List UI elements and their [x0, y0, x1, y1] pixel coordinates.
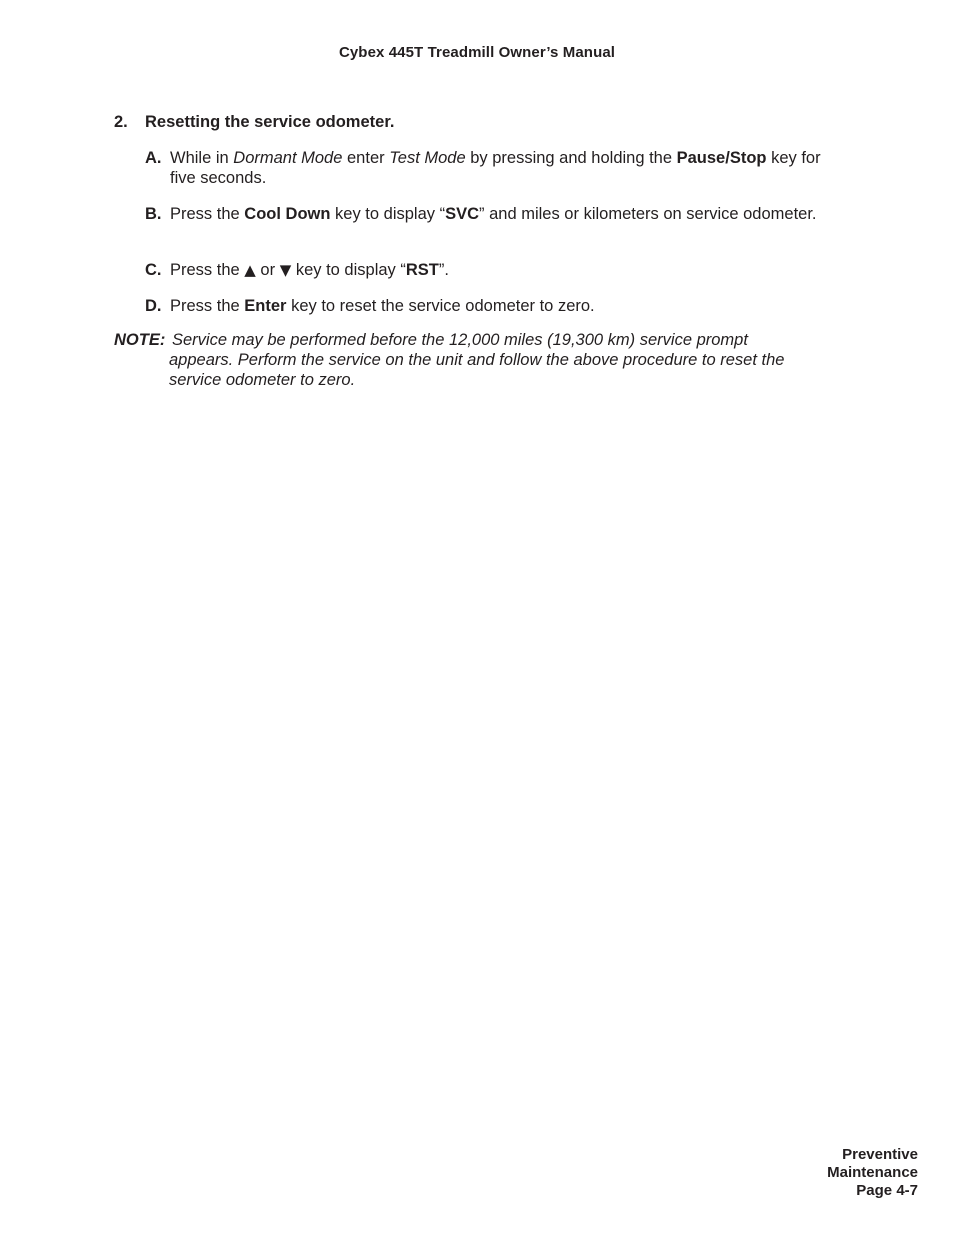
step-text-run: enter — [342, 149, 390, 167]
display-code: SVC — [445, 205, 480, 223]
step-text — [170, 260, 845, 280]
display-code: RST — [405, 261, 439, 279]
step-text — [170, 296, 845, 316]
step-letter: C. — [145, 261, 162, 279]
step-text-run: While in — [170, 149, 234, 167]
mode-term: Test Mode — [389, 149, 466, 167]
note-first-line: Service may be performed before the 12,000 miles (19,300 km) service prompt — [172, 331, 748, 349]
up-arrow-icon: ▲ — [244, 261, 256, 279]
key-name: Enter — [244, 297, 287, 315]
step-text — [170, 204, 845, 224]
step-letter: B. — [145, 205, 162, 223]
footer-page-number: Page 4-7 — [856, 1182, 918, 1199]
step-text-run: key to display “ — [291, 261, 406, 279]
step-text-run: ” and miles or kilometers on service odometer. — [479, 205, 817, 223]
down-arrow-icon: ▼ — [279, 261, 292, 279]
section-title: Resetting the service odometer. — [145, 113, 395, 131]
step-text-run: ”. — [438, 261, 449, 279]
step-c — [145, 260, 845, 280]
key-name: Pause/Stop — [676, 149, 767, 167]
step-text-run: or — [255, 261, 280, 279]
page-header-title: Cybex 445T Treadmill Owner’s Manual — [338, 44, 616, 61]
step-text-run: Press the — [170, 205, 245, 223]
mode-term: Dormant Mode — [233, 149, 343, 167]
key-name: Cool Down — [244, 205, 331, 223]
step-text-run: key for five seconds. — [170, 149, 821, 187]
step-text — [170, 148, 845, 188]
step-text-run: by pressing and holding the — [465, 149, 677, 167]
section-heading — [114, 113, 394, 132]
step-letter: A. — [145, 149, 162, 167]
step-text-run: key to reset the service odometer to zero. — [286, 297, 595, 315]
step-letter: D. — [145, 297, 162, 315]
step-text-run: Press the — [170, 297, 245, 315]
step-a — [145, 148, 845, 188]
page-footer — [827, 1146, 918, 1200]
footer-section-line2: Maintenance — [827, 1164, 918, 1181]
note-label: NOTE: — [114, 331, 166, 349]
step-b — [145, 204, 845, 224]
step-text-run: key to display “ — [330, 205, 446, 223]
section-number: 2. — [114, 113, 128, 131]
note-continuation: appears. Perform the service on the unit and follow the above procedure to reset the service odometer to zero. — [169, 351, 785, 389]
footer-section-line1: Preventive — [842, 1146, 918, 1163]
note-block — [114, 330, 834, 390]
step-d — [145, 296, 845, 316]
step-text-run: Press the — [170, 261, 245, 279]
